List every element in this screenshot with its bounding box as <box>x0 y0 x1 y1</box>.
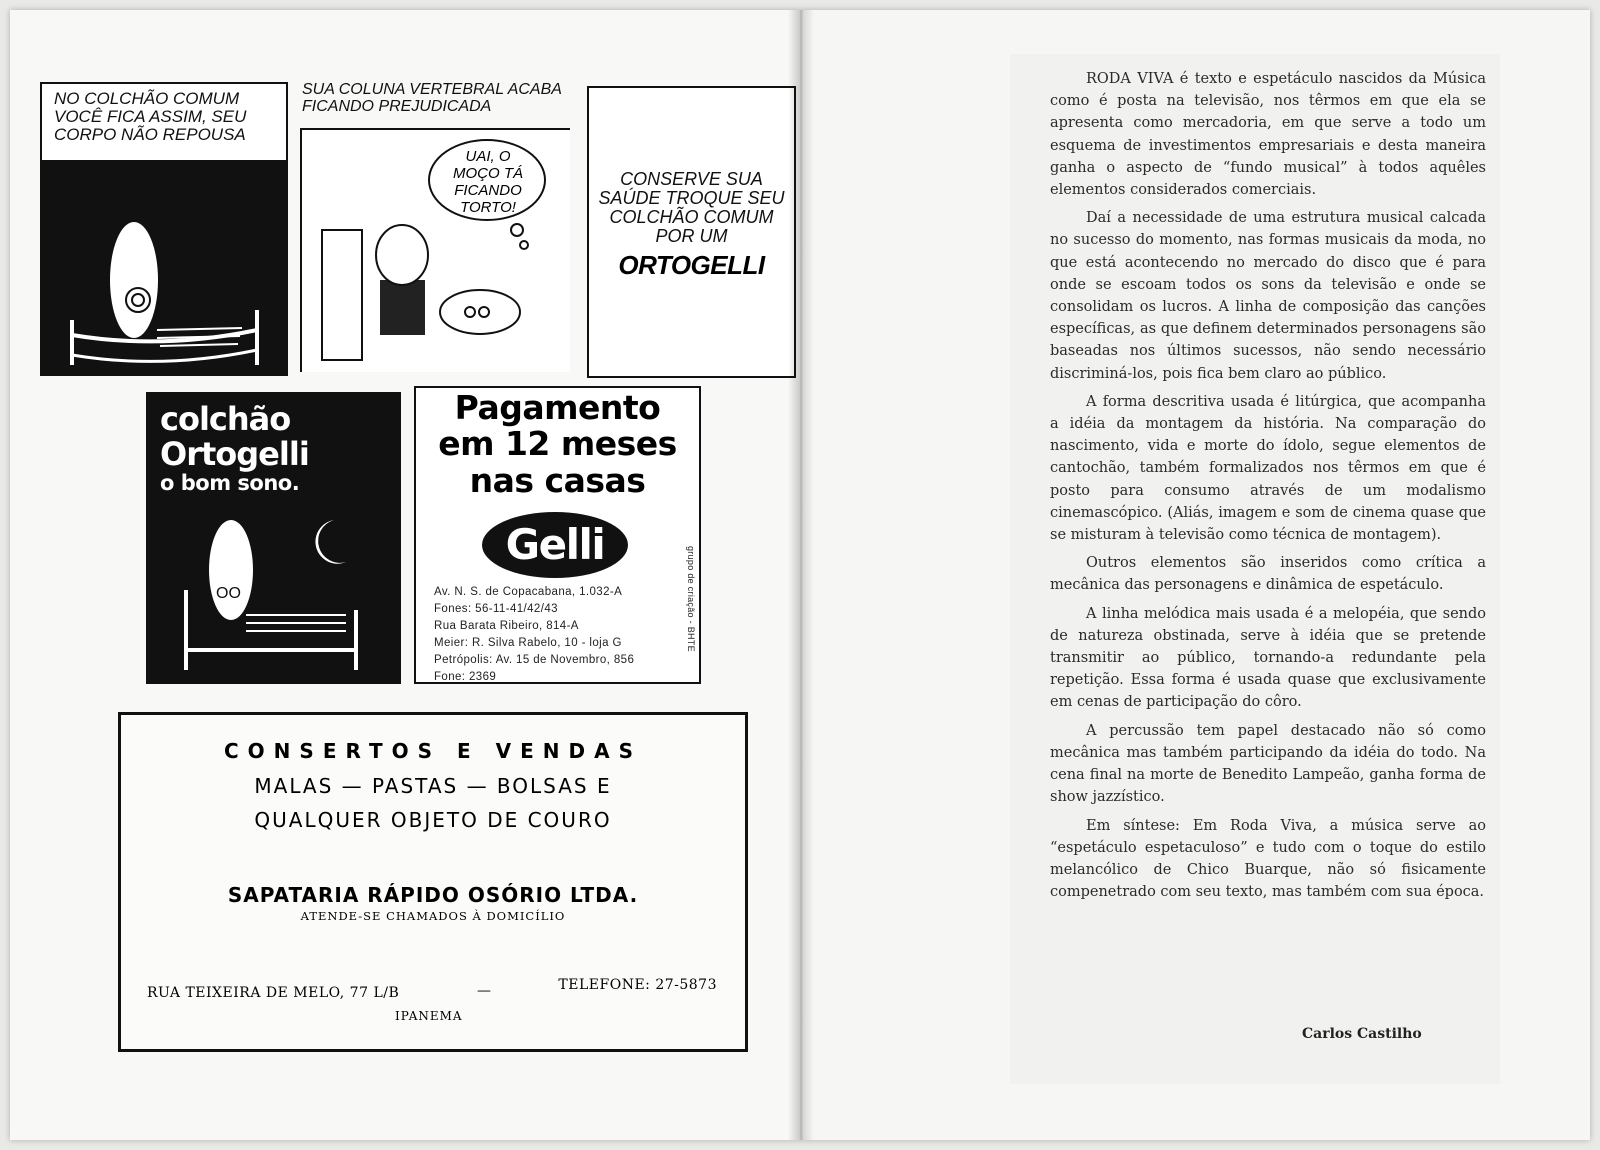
panel2-frame <box>300 128 570 372</box>
gelli-address-line: Meier: R. Silva Rabelo, 10 - loja G <box>434 637 622 649</box>
gelli-address-line: Petrópolis: Av. 15 de Novembro, 856 <box>434 654 635 666</box>
sapataria-dash: — <box>477 983 492 999</box>
gelli-headline-line2: em 12 meses <box>438 424 677 464</box>
gelli-address-line: Fone: 2369 <box>434 671 497 683</box>
gelli-headline-line3: nas casas <box>469 460 646 500</box>
comic-panel-1 <box>40 82 288 376</box>
comic-panel-2 <box>300 82 570 372</box>
ortogelli-ad-line2: Ortogelli <box>160 434 309 473</box>
gelli-logo: Gelli <box>482 512 628 578</box>
sapataria-ad <box>118 712 748 1052</box>
ortogelli-ad <box>146 392 401 684</box>
svg-text:OO: OO <box>216 585 241 602</box>
panel2-caption: SUA COLUNA VERTEBRAL ACABA FICANDO PREJUDICADA <box>302 82 562 115</box>
article-paragraph: A forma descritiva usada é litúrgica, que acompanha a idéia da montagem da história. Na comparação do nascimento, vida e morte do ídolo, segue elementos de cantochão, também formalizados nos têrmos em que é posto para consumo através de um modalismo cinemascópico. (Aliás, imagem e som de cinema quase que se misturam à televisão como técnica de montagem). <box>1050 393 1486 544</box>
panel2-speech-bubble: UAI, O MOÇO TÁ FICANDO TORTO! <box>453 148 523 216</box>
gelli-address-line: Rua Barata Ribeiro, 814-A <box>434 620 579 632</box>
article-paragraph: Outros elementos são inseridos como crítica a mecânica das personagens e dinâmica de espetáculo. <box>1050 555 1486 594</box>
gelli-address-line: Fones: 56-11-41/42/43 <box>434 603 558 615</box>
article-paragraph: A percussão tem papel destacado não só como mecânica mas também participando da idéia do todo. Na cena final na morte de Benedito Lampeão, ganha forma de show jazzístico. <box>1050 722 1486 806</box>
sapataria-name: SAPATARIA RÁPIDO OSÓRIO LTDA. <box>227 883 639 907</box>
sleeping-figure-moon-illustration <box>146 510 401 680</box>
sapataria-line3: QUALQUER OBJETO DE COURO <box>254 808 612 832</box>
sapataria-line1: CONSERTOS E VENDAS <box>224 739 642 763</box>
sapataria-tagline: ATENDE-SE CHAMADOS À DOMICÍLIO <box>300 909 566 923</box>
panel3-brand: ORTOGELLI <box>618 249 765 280</box>
gelli-headline-line1: Pagamento <box>454 388 661 427</box>
sapataria-neighborhood: IPANEMA <box>395 1009 463 1023</box>
sleeping-figure-illustration <box>42 160 286 376</box>
magazine-spread <box>10 10 1590 1140</box>
gelli-address-line: Av. N. S. de Copacabana, 1.032-A <box>434 586 623 598</box>
panel3-caption: CONSERVE SUA SAÚDE TROQUE SEU COLCHÃO COMUM POR UM <box>598 169 785 246</box>
page-gutter <box>788 10 814 1140</box>
comic-panel-3 <box>587 86 796 378</box>
gelli-headline <box>416 390 699 499</box>
article-paragraph: Em síntese: Em Roda Viva, a música serve ao “espetáculo espetaculoso” e tudo com o toque do estilo melancólico de Chico Buarque, não só fisicamente compenetrado com seu texto, mas também com sua época. <box>1050 817 1486 901</box>
sapataria-line2: MALAS — PASTAS — BOLSAS E <box>254 774 612 798</box>
gelli-address <box>434 584 634 686</box>
sapataria-phone: TELEFONE: 27-5873 <box>558 977 717 993</box>
article-paragraph: Daí a necessidade de uma estrutura musical calcada no sucesso do momento, nas formas musicais da moda, no que está acontecendo no mercado do disco que é para onde se escoam todos os sons da televisão e onde se consolidam os lucros. A linha de composição das canções específicas, as que definem determinados personagens são baseadas nos últimos sucessos, não sendo necessário discriminá-los, pois fica bem claro ao público. <box>1050 210 1486 382</box>
gelli-vertical-credit: grupo de criação - BHTE <box>686 546 696 652</box>
article-body <box>1050 68 1486 909</box>
panel1-caption: NO COLCHÃO COMUM VOCÊ FICA ASSIM, SEU CORPO NÃO REPOUSA <box>42 84 286 160</box>
sapataria-street: RUA TEIXEIRA DE MELO, 77 L/B <box>147 985 400 1001</box>
ortogelli-ad-line3: o bom sono. <box>160 471 300 496</box>
article-paragraph: RODA VIVA é texto e espetáculo nascidos da Música como é posta na televisão, nos têrmos em que ela se apresenta como mercadoria, em que serve a todo um esquema de investimentos empresariais e desta maneira ganha o aspecto de “fundo musical” à todos aquêles elementos considerados comerciais. <box>1050 71 1486 199</box>
left-page <box>10 10 800 1140</box>
article-paragraph: A linha melódica mais usada é a melopéia, que sendo de natureza obstinada, serve à idéia que se pretende transmitir ao público, tornando-a redundante pela repetição. Essa forma é usada quase que exclusivamente em cenas de participação do côro. <box>1050 605 1486 711</box>
ortogelli-ad-line1: colchão <box>160 400 291 438</box>
article-signature: Carlos Castilho <box>1302 1026 1422 1042</box>
gelli-ad <box>414 386 701 684</box>
